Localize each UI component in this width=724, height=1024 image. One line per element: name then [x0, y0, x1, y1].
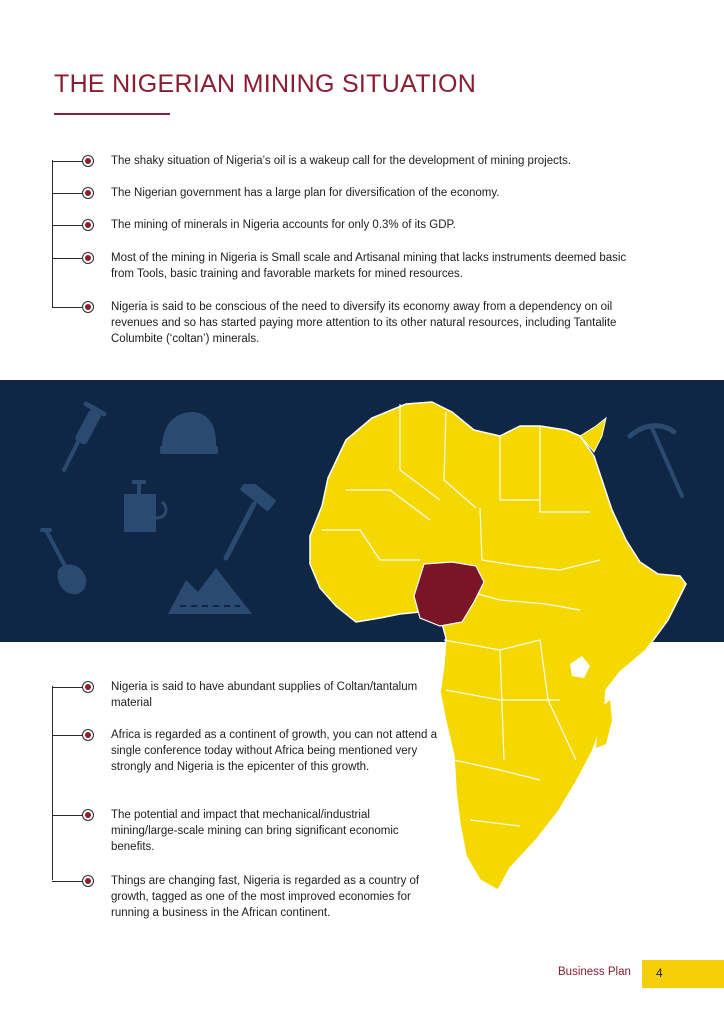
bullet-text: The mining of minerals in Nigeria accounts for only 0.3% of its GDP. [111, 219, 456, 231]
bullet-text: Most of the mining in Nigeria is Small scale and Artisanal mining that lacks instruments deemed basic from Tools, basic training and favorable markets for mined resources. [111, 252, 627, 280]
bullet-connector-line [52, 686, 53, 880]
page-number-badge [642, 960, 724, 988]
bullet-text: Africa is regarded as a continent of growth, you can not attend a single conference today without Africa being mentioned very strongly and Nigeria is the epicenter of this growth. [111, 729, 438, 773]
bullet-dot-icon [82, 809, 94, 821]
footer-doc-label: Business Plan [558, 966, 631, 978]
bullet-text: Things are changing fast, Nigeria is regarded as a country of growth, tagged as one of the most improved economies for running a business in the African continent. [111, 875, 420, 919]
bullet-text: The potential and impact that mechanical/industrial mining/large-scale mining can bring significant economic benefits. [111, 809, 399, 853]
bullet-text: Nigeria is said to have abundant supplies of Coltan/tantalum material [111, 681, 418, 709]
page-title: THE NIGERIAN MINING SITUATION [54, 70, 477, 98]
bullet-dot-icon [82, 729, 94, 741]
bullet-text: The shaky situation of Nigeria’s oil is a wakeup call for the development of mining projects. [111, 155, 572, 167]
page-number: 4 [656, 966, 663, 980]
bullet-dot-icon [82, 681, 94, 693]
bullet-text: Nigeria is said to be conscious of the need to diversify its economy away from a dependency on oil revenues and so has started paying more attention to its other natural resources, including Tantalite Columbite (‘coltan’) minerals. [111, 301, 617, 345]
bullet-text: The Nigerian government has a large plan for diversification of the economy. [111, 187, 500, 199]
bullet-dot-icon [82, 875, 94, 887]
